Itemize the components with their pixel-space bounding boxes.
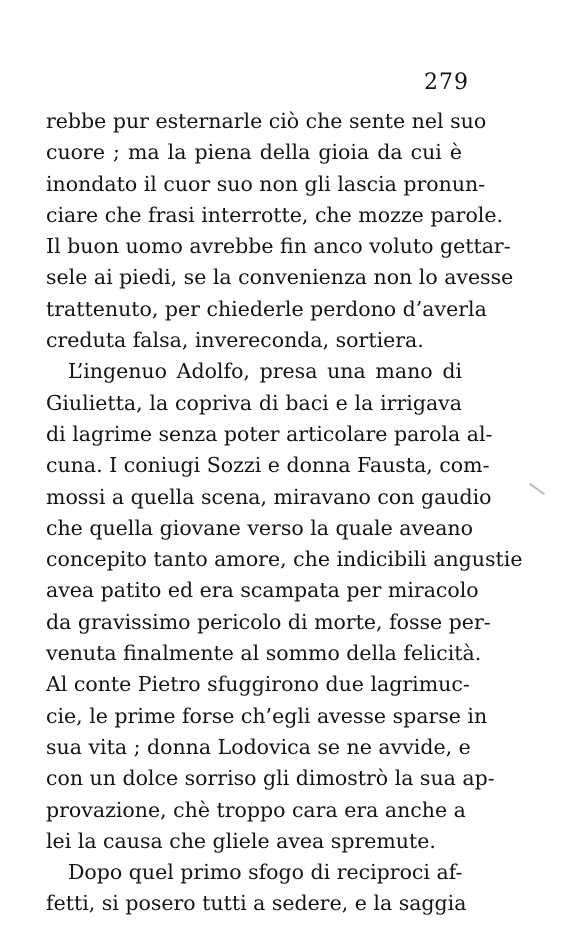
text-line: venuta finalmente al sommo della felicità. <box>46 641 482 666</box>
text-line: rebbe pur esternarle ciò che sente nel suo <box>46 109 487 133</box>
text-line: avea patito ed era scampata per miracolo <box>46 578 479 603</box>
text-line: Dopo quel primo sfogo di reciproci af- <box>68 860 463 885</box>
text-line: da gravissimo pericolo di morte, fosse per- <box>46 609 491 634</box>
text-line: provazione, chè troppo cara era anche a <box>46 797 466 822</box>
stray-mark <box>529 483 545 495</box>
text-line: che quella giovane verso la quale aveano <box>46 515 473 540</box>
text-line: con un dolce sorriso gli dimostrò la sua ap- <box>46 766 495 791</box>
text-line: trattenuto, per chiederle perdono d’averla <box>46 296 487 321</box>
text-line: Al conte Pietro sfuggirono due lagrimuc- <box>46 672 470 697</box>
text-line: mossi a quella scena, miravano con gaudio <box>46 484 492 509</box>
body-text <box>46 106 523 920</box>
text-line: inondato il cuor suo non gli lascia pronun- <box>46 171 486 196</box>
text-line: Il buon uomo avrebbe fin anco voluto gettar- <box>46 234 511 259</box>
text-line: Giulietta, la copriva di baci e la irrigava <box>46 390 462 415</box>
text-line: cuna. I coniugi Sozzi e donna Fausta, com- <box>46 453 490 478</box>
text-line: fetti, si posero tutti a sedere, e la saggia <box>46 891 467 916</box>
text-line: cuore ; ma la piena della gioia da cui è <box>46 140 462 165</box>
text-line: sua vita ; donna Lodovica se ne avvide, e <box>46 734 471 759</box>
text-line: concepito tanto amore, che indicibili angustie <box>46 547 523 572</box>
text-line: lei la causa che gliele avea spremute. <box>46 828 436 853</box>
text-line: ciare che frasi interrotte, che mozze parole. <box>46 202 504 227</box>
text-line: di lagrime senza poter articolare parola al- <box>46 421 493 446</box>
page-number: 279 <box>424 70 469 95</box>
text-line: sele ai piedi, se la convenienza non lo avesse <box>46 265 514 290</box>
text-line: cie, le prime forse ch’egli avesse sparse in <box>46 703 488 728</box>
text-line: creduta falsa, invereconda, sortiera. <box>46 328 424 353</box>
text-line: L’ingenuo Adolfo, presa una mano di <box>68 359 462 384</box>
